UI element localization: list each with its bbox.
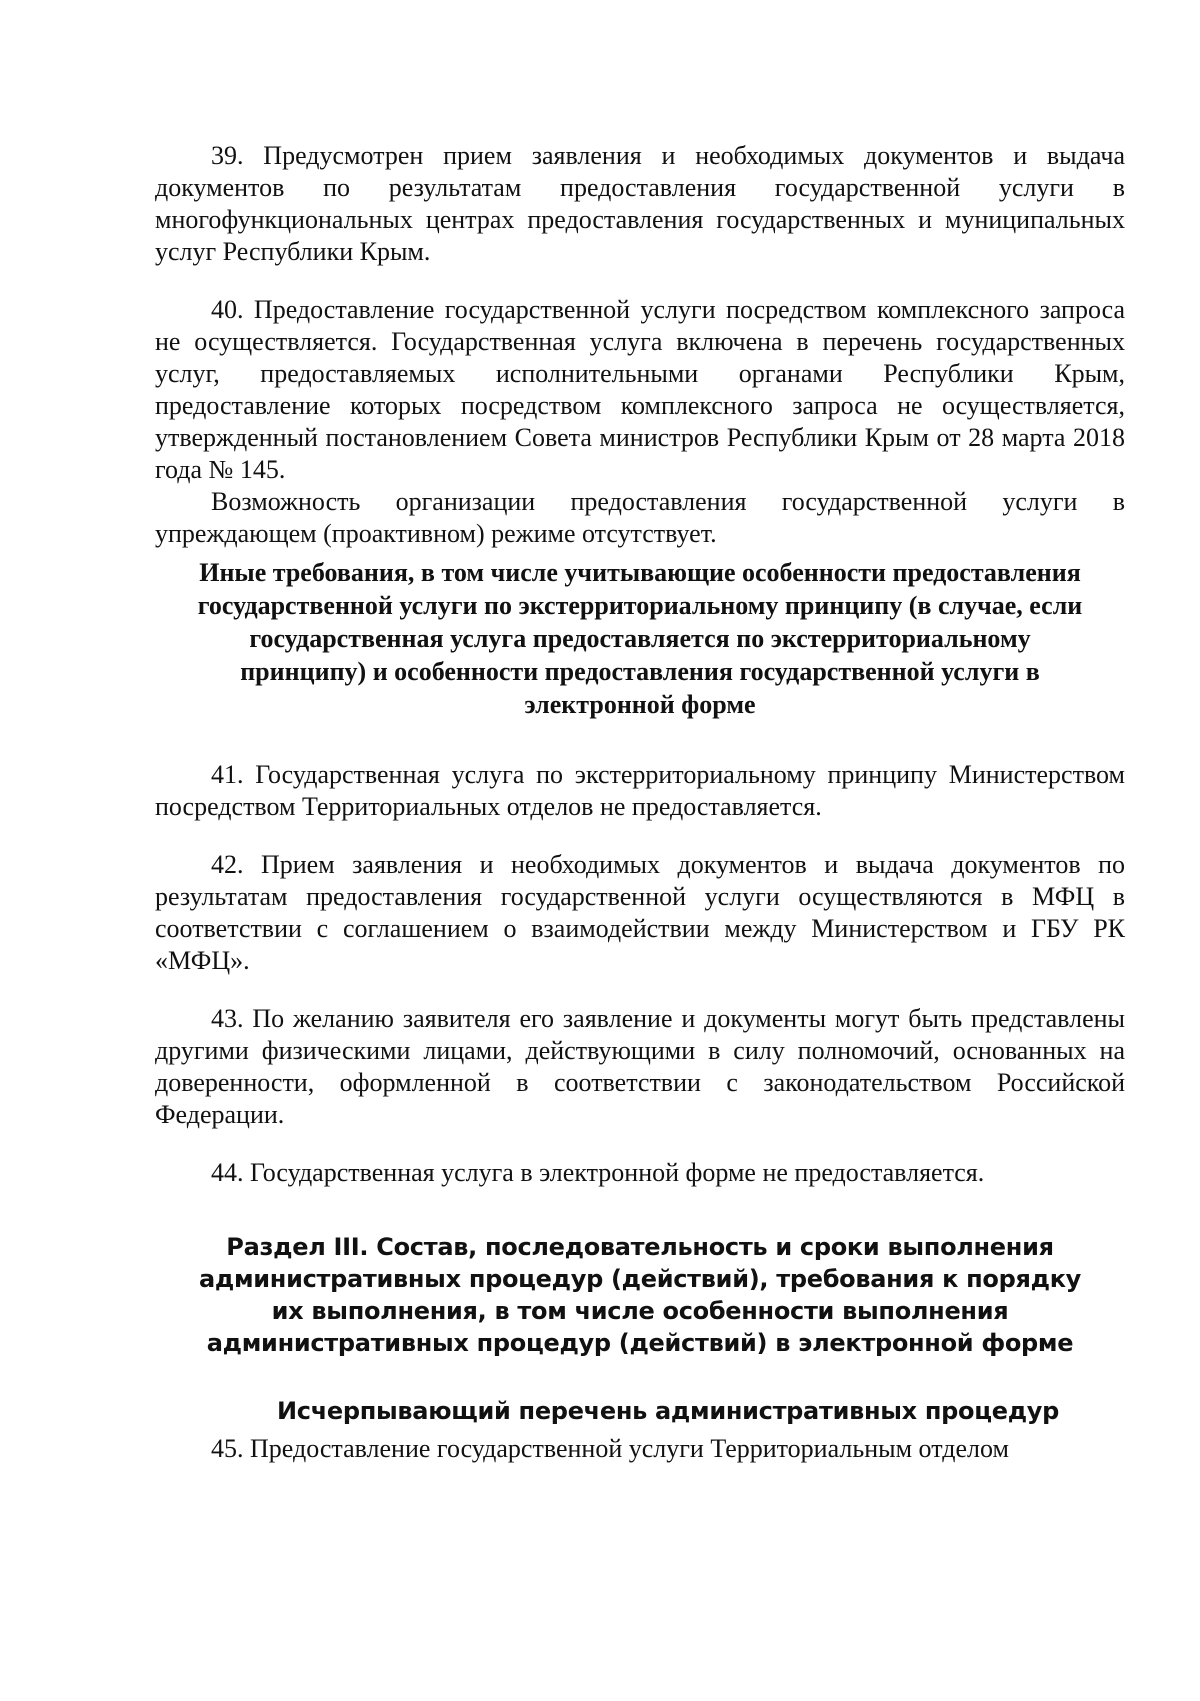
paragraph-42: 42. Прием заявления и необходимых документов и выдача документов по результатам предоставления государственной услуги осуществляются в МФЦ в соответствии с соглашением о взаимодействии между Министерством и ГБУ РК «МФЦ». <box>155 850 1125 975</box>
paragraph-45: 45. Предоставление государственной услуги Территориальным отделом <box>211 1434 1009 1463</box>
paragraph-39: 39. Предусмотрен прием заявления и необходимых документов и выдача документов по результатам предоставления государственной услуги в многофункциональных центрах предоставления государственных и муниципальных услуг Республики Крым. <box>155 141 1125 266</box>
paragraph-41: 41. Государственная услуга по экстерриториальному принципу Министерством посредством Территориальных отделов не предоставляется. <box>155 760 1125 821</box>
document-page <box>155 140 1125 1465</box>
section-title: Раздел III. Состав, последовательность и сроки выполнения административных процедур (действий), требования к порядку их выполнения, в том числе особенности выполнения административных процедур (действий) в электронной форме <box>198 1233 1082 1357</box>
paragraph-40-proactive: Возможность организации предоставления государственной услуги в упреждающем (проактивном) режиме отсутствует. <box>155 487 1125 548</box>
paragraph-40: 40. Предоставление государственной услуги посредством комплексного запроса не осуществляется. Государственная услуга включена в перечень государственных услуг, предоставляемых исполнительными органами Республики Крым, предоставление которых посредством комплексного запроса не осуществляется, утвержденный постановлением Совета министров Республики Крым от 28 марта 2018 года № 145. <box>155 295 1125 484</box>
heading-other-requirements: Иные требования, в том числе учитывающие особенности предоставления государственной услуги по экстерриториальному принципу (в случае, если государственная услуга предоставляется по экстерриториальному принципу) и особенности предоставления государственной услуги в электронной форме <box>197 558 1083 719</box>
subsection-title: Исчерпывающий перечень административных процедур <box>276 1397 1060 1425</box>
paragraph-44: 44. Государственная услуга в электронной форме не предоставляется. <box>211 1158 985 1187</box>
paragraph-43: 43. По желанию заявителя его заявление и документы могут быть представлены другими физическими лицами, действующими в силу полномочий, основанных на доверенности, оформленной в соответствии с законодательством Российской Федерации. <box>155 1004 1125 1129</box>
